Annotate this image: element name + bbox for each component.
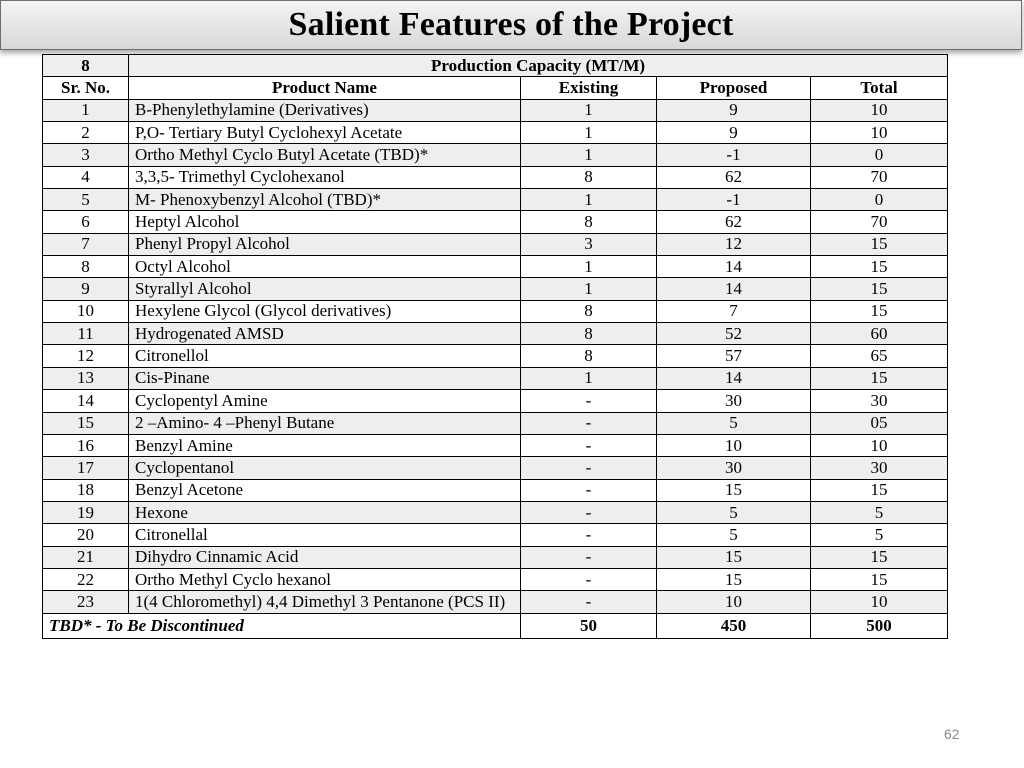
row-product-name: Cis-Pinane (129, 367, 521, 389)
row-sr-no: 8 (43, 256, 129, 278)
row-proposed: 14 (657, 367, 811, 389)
row-product-name: Heptyl Alcohol (129, 211, 521, 233)
table-row (43, 434, 948, 456)
table-header-row (43, 77, 948, 99)
row-product-name: Cyclopentanol (129, 457, 521, 479)
table-row (43, 568, 948, 590)
table-row (43, 591, 948, 613)
row-sr-no: 21 (43, 546, 129, 568)
row-total: 70 (811, 211, 948, 233)
row-sr-no: 11 (43, 323, 129, 345)
row-proposed: 62 (657, 211, 811, 233)
table-row (43, 323, 948, 345)
row-total: 60 (811, 323, 948, 345)
row-product-name: Benzyl Acetone (129, 479, 521, 501)
table-row (43, 367, 948, 389)
row-proposed: 14 (657, 256, 811, 278)
row-product-name: Phenyl Propyl Alcohol (129, 233, 521, 255)
row-existing: 8 (521, 323, 657, 345)
row-product-name: Hydrogenated AMSD (129, 323, 521, 345)
header-section-number: 8 (43, 55, 129, 77)
row-product-name: Dihydro Cinnamic Acid (129, 546, 521, 568)
table-row (43, 211, 948, 233)
slide-title: Salient Features of the Project (288, 6, 734, 43)
table-row (43, 122, 948, 144)
row-sr-no: 6 (43, 211, 129, 233)
row-proposed: 10 (657, 591, 811, 613)
row-product-name: Ortho Methyl Cyclo hexanol (129, 568, 521, 590)
header-existing: Existing (521, 77, 657, 99)
table-header-group-row (43, 55, 948, 77)
row-proposed: 30 (657, 390, 811, 412)
row-proposed: 5 (657, 501, 811, 523)
table-footer-row (43, 613, 948, 638)
table-row (43, 390, 948, 412)
row-proposed: 15 (657, 479, 811, 501)
grand-total: 500 (811, 613, 948, 638)
row-total: 0 (811, 144, 948, 166)
row-existing: - (521, 479, 657, 501)
row-total: 70 (811, 166, 948, 188)
row-proposed: 52 (657, 323, 811, 345)
row-existing: 1 (521, 122, 657, 144)
row-proposed: 62 (657, 166, 811, 188)
production-capacity-table (42, 54, 948, 639)
row-existing: 8 (521, 300, 657, 322)
row-existing: 1 (521, 144, 657, 166)
row-total: 5 (811, 524, 948, 546)
row-total: 15 (811, 568, 948, 590)
row-proposed: 12 (657, 233, 811, 255)
header-total: Total (811, 77, 948, 99)
row-product-name: 1(4 Chloromethyl) 4,4 Dimethyl 3 Pentanone (PCS II) (129, 591, 521, 613)
row-product-name: 3,3,5- Trimethyl Cyclohexanol (129, 166, 521, 188)
title-bar (0, 0, 1022, 50)
row-total: 5 (811, 501, 948, 523)
table-row (43, 345, 948, 367)
row-product-name: 2 –Amino- 4 –Phenyl Butane (129, 412, 521, 434)
row-sr-no: 16 (43, 434, 129, 456)
row-existing: 8 (521, 166, 657, 188)
table-row (43, 166, 948, 188)
row-existing: - (521, 591, 657, 613)
row-existing: 3 (521, 233, 657, 255)
row-product-name: Hexone (129, 501, 521, 523)
row-existing: 1 (521, 256, 657, 278)
row-sr-no: 13 (43, 367, 129, 389)
row-existing: - (521, 501, 657, 523)
row-existing: - (521, 568, 657, 590)
table-row (43, 412, 948, 434)
row-total: 10 (811, 122, 948, 144)
row-existing: - (521, 412, 657, 434)
row-total: 15 (811, 367, 948, 389)
row-total: 65 (811, 345, 948, 367)
row-total: 10 (811, 434, 948, 456)
row-proposed: 7 (657, 300, 811, 322)
row-total: 05 (811, 412, 948, 434)
row-existing: - (521, 524, 657, 546)
row-existing: - (521, 457, 657, 479)
row-product-name: Hexylene Glycol (Glycol derivatives) (129, 300, 521, 322)
row-existing: 8 (521, 211, 657, 233)
row-total: 15 (811, 233, 948, 255)
header-product-name: Product Name (129, 77, 521, 99)
row-proposed: 5 (657, 412, 811, 434)
row-product-name: Citronellol (129, 345, 521, 367)
header-proposed: Proposed (657, 77, 811, 99)
header-sr-no: Sr. No. (43, 77, 129, 99)
row-sr-no: 18 (43, 479, 129, 501)
row-sr-no: 10 (43, 300, 129, 322)
table-row (43, 479, 948, 501)
footnote-tbd: TBD* - To Be Discontinued (43, 613, 521, 638)
row-total: 15 (811, 546, 948, 568)
row-total: 15 (811, 256, 948, 278)
row-sr-no: 2 (43, 122, 129, 144)
row-sr-no: 14 (43, 390, 129, 412)
table-row (43, 278, 948, 300)
row-product-name: B-Phenylethylamine (Derivatives) (129, 99, 521, 121)
row-existing: 1 (521, 367, 657, 389)
table-row (43, 256, 948, 278)
row-product-name: Citronellal (129, 524, 521, 546)
row-product-name: Octyl Alcohol (129, 256, 521, 278)
row-sr-no: 20 (43, 524, 129, 546)
table-row (43, 233, 948, 255)
row-total: 15 (811, 479, 948, 501)
row-proposed: 10 (657, 434, 811, 456)
table-row (43, 457, 948, 479)
row-sr-no: 19 (43, 501, 129, 523)
row-proposed: 5 (657, 524, 811, 546)
row-sr-no: 23 (43, 591, 129, 613)
row-proposed: 15 (657, 568, 811, 590)
table-row (43, 546, 948, 568)
row-existing: 1 (521, 189, 657, 211)
row-proposed: 30 (657, 457, 811, 479)
row-proposed: 57 (657, 345, 811, 367)
table-row (43, 99, 948, 121)
row-sr-no: 3 (43, 144, 129, 166)
row-product-name: Benzyl Amine (129, 434, 521, 456)
row-total: 30 (811, 390, 948, 412)
row-total: 30 (811, 457, 948, 479)
row-proposed: 14 (657, 278, 811, 300)
table-row (43, 300, 948, 322)
row-existing: 8 (521, 345, 657, 367)
row-total: 0 (811, 189, 948, 211)
row-proposed: -1 (657, 189, 811, 211)
row-total: 15 (811, 300, 948, 322)
total-proposed: 450 (657, 613, 811, 638)
row-existing: 1 (521, 278, 657, 300)
row-sr-no: 12 (43, 345, 129, 367)
table-row (43, 501, 948, 523)
row-proposed: 9 (657, 99, 811, 121)
row-sr-no: 9 (43, 278, 129, 300)
row-existing: - (521, 546, 657, 568)
row-product-name: M- Phenoxybenzyl Alcohol (TBD)* (129, 189, 521, 211)
row-existing: - (521, 434, 657, 456)
row-proposed: -1 (657, 144, 811, 166)
row-product-name: Ortho Methyl Cyclo Butyl Acetate (TBD)* (129, 144, 521, 166)
row-product-name: Styrallyl Alcohol (129, 278, 521, 300)
page-number: 62 (944, 726, 960, 742)
row-sr-no: 7 (43, 233, 129, 255)
row-product-name: Cyclopentyl Amine (129, 390, 521, 412)
row-proposed: 9 (657, 122, 811, 144)
row-sr-no: 22 (43, 568, 129, 590)
row-existing: - (521, 390, 657, 412)
header-production-capacity: Production Capacity (MT/M) (129, 55, 948, 77)
table-row (43, 144, 948, 166)
row-sr-no: 4 (43, 166, 129, 188)
row-sr-no: 17 (43, 457, 129, 479)
row-sr-no: 15 (43, 412, 129, 434)
row-proposed: 15 (657, 546, 811, 568)
total-existing: 50 (521, 613, 657, 638)
row-sr-no: 1 (43, 99, 129, 121)
row-total: 10 (811, 591, 948, 613)
row-sr-no: 5 (43, 189, 129, 211)
row-existing: 1 (521, 99, 657, 121)
table-row (43, 524, 948, 546)
row-total: 10 (811, 99, 948, 121)
row-total: 15 (811, 278, 948, 300)
table-row (43, 189, 948, 211)
row-product-name: P,O- Tertiary Butyl Cyclohexyl Acetate (129, 122, 521, 144)
